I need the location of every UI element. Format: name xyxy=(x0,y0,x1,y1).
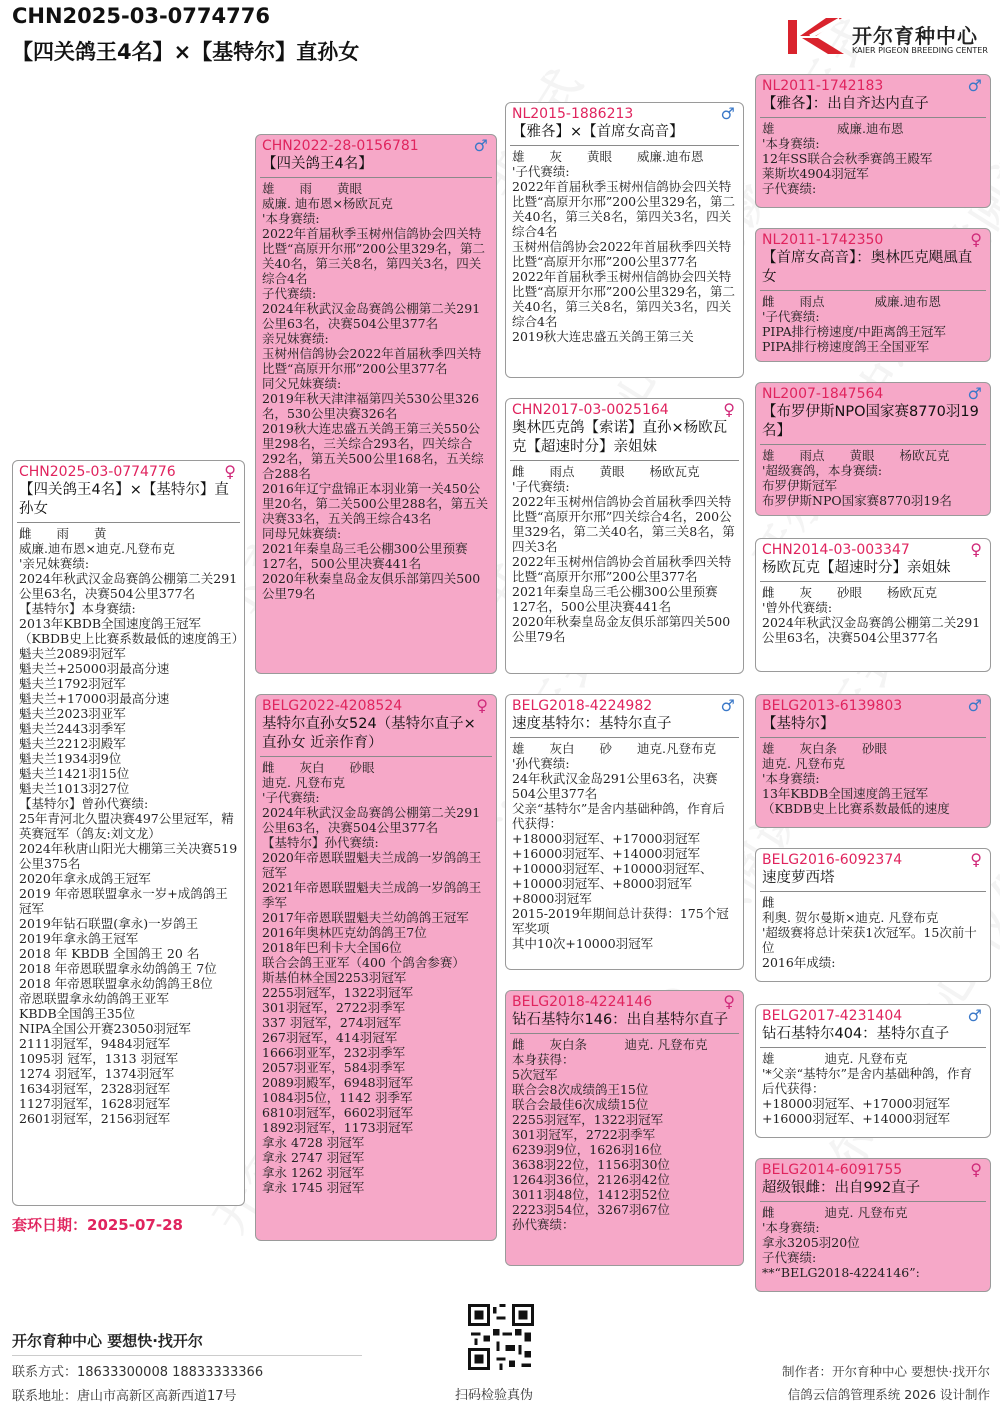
record-line: 2021年秦皇岛三毛公棚300公里预赛127名，500公里决赛441名 xyxy=(512,584,718,614)
record-line: 5次冠军 xyxy=(512,1067,558,1082)
female-icon: ♀ xyxy=(970,230,982,249)
record-line: 13年KBDB全国速度鸽王冠军 xyxy=(762,786,929,801)
record-line: 本身获得： xyxy=(512,1052,575,1067)
card-sds[interactable] xyxy=(755,382,991,516)
record-line: +8000羽冠军 xyxy=(512,891,592,906)
pigeon-name: 【四关鸽王4名】 xyxy=(262,156,373,172)
card-sire-dam[interactable] xyxy=(505,398,744,674)
record-line: 2019年秋天津津福第四关530公里326名，530公里决赛326名 xyxy=(262,391,480,421)
record-line: PIPA排行榜速度/中距离鸽王冠军 xyxy=(762,324,946,339)
card-body xyxy=(506,738,743,954)
record-line: 【基特尔】曾孙代赛绩: xyxy=(19,796,149,811)
card-body xyxy=(756,445,990,511)
card-header xyxy=(756,1159,990,1201)
footer-divider xyxy=(12,1355,362,1356)
ring-number: NL2015-1886213 xyxy=(512,106,634,122)
record-line: 301羽冠军，2722羽季军 xyxy=(512,1127,656,1142)
ring-number: BELG2017-4231404 xyxy=(762,1008,903,1024)
record-line: '*父亲“基特尔”是舍内基础种鸽，作育后代获得： xyxy=(762,1066,972,1096)
pigeon-name: 【雅各】：出自齐达内直子 xyxy=(762,96,929,112)
ring-number: CHN2014-03-003347 xyxy=(762,542,910,558)
record-line: 魁夫兰2023羽亚军 xyxy=(19,706,126,721)
record-line: 雄 迪克. 凡登布克 xyxy=(762,1051,908,1066)
record-line: 雄 灰白 砂 迪克.凡登布克 xyxy=(512,741,716,756)
record-line: 2020年秋秦皇岛金友俱乐部第四关500公里79名 xyxy=(512,614,731,644)
card-dam-dam[interactable] xyxy=(505,990,744,1266)
record-line: 2020年帝恩联盟魁夫兰成鸽一岁鸽鸽王冠军 xyxy=(262,850,482,880)
record-line: 拿永 4728 羽冠军 xyxy=(262,1135,365,1150)
record-line: 1892羽冠军，1173羽冠军 xyxy=(262,1120,414,1135)
brand-logo-icon xyxy=(788,14,848,56)
card-body xyxy=(756,738,990,819)
pigeon-name: 钻石基特尔146：出自基特尔直子 xyxy=(512,1012,729,1028)
record-line: 玉树州信鸽协会2022年首届秋季四关特比暨“高原开尔邢”200公里377名 xyxy=(262,346,482,376)
record-line: 6810羽冠军，6602羽冠军 xyxy=(262,1105,414,1120)
male-icon: ♂ xyxy=(967,696,982,715)
record-line: 威廉.迪布恩×迪克.凡登布克 xyxy=(19,541,175,556)
record-line: 同母兄妹赛绩: xyxy=(262,526,342,541)
record-line: 同父兄妹赛绩: xyxy=(262,376,342,391)
record-line: NIPA全国公开赛23050羽冠军 xyxy=(19,1021,191,1036)
pigeon-name: 【布罗伊斯NPO国家赛8770羽19名】 xyxy=(762,404,979,439)
ring-number: BELG2022-4208524 xyxy=(262,698,403,714)
record-line: 联合会8次成绩鸽王15位 xyxy=(512,1082,649,1097)
record-line: '孙代赛绩: xyxy=(512,756,570,771)
record-line: 2019秋大连忠盛五关鸽王第三关 xyxy=(512,329,694,344)
card-header xyxy=(756,75,990,117)
record-line: 魁夫兰1934羽9位 xyxy=(19,751,122,766)
card-header xyxy=(13,461,244,522)
female-icon: ♀ xyxy=(970,850,982,869)
male-icon: ♂ xyxy=(720,104,735,123)
card-header xyxy=(756,695,990,737)
card-dam-sire[interactable] xyxy=(505,694,744,970)
record-line: 雌 雨 黄 xyxy=(19,526,107,541)
record-line: 2019秋大连忠盛五关鸽王第三关550公里298名，三关综合293名，四关综合292名，第五关500公里168名，五关综合288名 xyxy=(262,421,484,481)
record-line: '曾外代赛绩: xyxy=(762,600,833,615)
record-line: 2016年辽宁盘锦正本羽业第一关450公里20名，第二关500公里288名，第五关决赛33名，五关鸽王综合43名 xyxy=(262,481,489,526)
female-icon: ♀ xyxy=(723,992,735,1011)
record-line: 2223羽54位，3267羽67位 xyxy=(512,1202,670,1217)
record-line: '本身赛绩: xyxy=(762,771,820,786)
record-line: 6239羽9位，1626羽16位 xyxy=(512,1142,662,1157)
page-ring-id: CHN2025-03-0774776 xyxy=(12,4,270,28)
record-line: KBDB全国鸽王35位 xyxy=(19,1006,136,1021)
ring-number: BELG2018-4224146 xyxy=(512,994,653,1010)
record-line: 2022年首届秋季玉树州信鸽协会四关特比暨“高原开尔邢”200公里329名，第二关40名，第三关8名，第四关3名，四关综合4名 xyxy=(512,269,735,329)
card-header xyxy=(256,695,496,756)
brand-name: 开尔育种中心 xyxy=(852,24,978,48)
female-icon: ♀ xyxy=(723,400,735,419)
record-line: 2016年奥林匹克幼鸽鸽王7位 xyxy=(262,925,427,940)
ring-number: BELG2014-6091755 xyxy=(762,1162,903,1178)
record-line: 1634羽冠军，2328羽冠军 xyxy=(19,1081,171,1096)
record-line: 2601羽冠军，2156羽冠军 xyxy=(19,1111,171,1126)
record-line: 2111羽冠军，9484羽冠军 xyxy=(19,1036,171,1051)
record-line: '超级赛鸽，本身赛绩: xyxy=(762,463,883,478)
card-header xyxy=(756,383,990,444)
record-line: '子代赛绩: xyxy=(512,479,570,494)
record-line: **“BELG2018-4224146”: xyxy=(762,1265,920,1280)
record-line: 【基特尔】孙代赛绩: xyxy=(262,835,379,850)
record-line: 2022年玉树州信鸽协会首届秋季四关特比暨“高原开尔邢”200公里377名 xyxy=(512,554,732,584)
record-line: 3638羽22位，1156羽30位 xyxy=(512,1157,670,1172)
record-line: 2018年巴利卡大全国6位 xyxy=(262,940,402,955)
record-line: 雄 威廉.迪布恩 xyxy=(762,121,904,136)
qr-caption: 扫码检验真伪 xyxy=(455,1388,534,1403)
record-line: 2022年首届秋季玉树州信鸽协会四关特比暨“高原开尔邢”200公里329名，第二关40名，第三关8名，第四关3名，四关综合4名 xyxy=(262,226,485,286)
record-line: 魁夫兰2443羽季军 xyxy=(19,721,126,736)
card-header xyxy=(756,1005,990,1047)
record-line: （KBDB史上比赛系数最低的速度 xyxy=(762,801,950,816)
page-title: 【四关鸽王4名】×【基特尔】直孙女 xyxy=(12,40,360,64)
ring-number: CHN2025-03-0774776 xyxy=(19,464,176,480)
record-line: 拿永3205羽20位 xyxy=(762,1235,860,1250)
pigeon-name: 杨欧瓦克【超速时分】亲姐妹 xyxy=(762,560,951,576)
record-line: 雌 灰 砂眼 杨欧瓦克 xyxy=(762,585,938,600)
ring-number: BELG2018-4224982 xyxy=(512,698,653,714)
pigeon-name: 基特尔直孙女524（基特尔直子×直孙女 近亲作育） xyxy=(262,716,476,751)
record-line: 魁夫兰1792羽冠军 xyxy=(19,676,126,691)
pigeon-name: 钻石基特尔404：基特尔直子 xyxy=(762,1026,950,1042)
record-line: +18000羽冠军、+17000羽冠军 xyxy=(762,1096,950,1111)
pigeon-name: 速度基特尔：基特尔直子 xyxy=(512,716,672,732)
record-line: 雌 雨点 威廉.迪布恩 xyxy=(762,294,941,309)
ring-number: NL2011-1742350 xyxy=(762,232,884,248)
record-line: 2018 年 KBDB 全国鸽王 20 名 xyxy=(19,946,200,961)
record-line: 雄 雨点 黄眼 杨欧瓦克 xyxy=(762,448,950,463)
record-line: 布罗伊斯冠军 xyxy=(762,478,838,493)
record-line: 2020年拿永成鸽王冠军 xyxy=(19,871,151,886)
pigeon-name: 奥林匹克鸽【索诺】直孙×杨欧瓦克【超速时分】亲姐妹 xyxy=(512,420,728,455)
card-body xyxy=(256,178,496,604)
ring-number: NL2007-1847564 xyxy=(762,386,884,402)
card-dam[interactable] xyxy=(255,694,497,1241)
card-subject[interactable] xyxy=(12,460,245,1206)
card-body xyxy=(256,757,496,1198)
record-line: 雄 雨 黄眼 xyxy=(262,181,363,196)
brand-name-en: KAIER PIGEON BREEDING CENTER xyxy=(852,46,988,55)
record-line: 子代赛绩: xyxy=(762,1250,817,1265)
record-line: 雌 xyxy=(762,895,775,910)
record-line: 2021年帝恩联盟魁夫兰成鸽一岁鸽鸽王季军 xyxy=(262,880,482,910)
record-line: 2018 年帝恩联盟拿永幼鸽鸽王 7位 xyxy=(19,961,217,976)
record-line: 斯基伯林全国2253羽冠军 xyxy=(262,970,407,985)
record-line: 利奥. 贺尔曼斯×迪克. 凡登布克 xyxy=(762,910,939,925)
record-line: 2255羽冠军，1322羽冠军 xyxy=(512,1112,664,1127)
record-line: +18000羽冠军、+17000羽冠军 xyxy=(512,831,700,846)
card-body xyxy=(13,523,244,1129)
record-line: '子代赛绩: xyxy=(262,790,320,805)
record-line: 2024年秋武汉金岛赛鸽公棚第二关291公里63名，决赛504公里377名 xyxy=(762,615,981,645)
record-line: 25年青河北久盟决赛497公里冠军，精英赛冠军（鸽友:刘文龙） xyxy=(19,811,234,841)
record-line: 2018 年帝恩联盟拿永幼鸽鸽王8位 xyxy=(19,976,213,991)
card-body xyxy=(756,1048,990,1129)
card-body xyxy=(506,461,743,647)
card-body xyxy=(756,291,990,357)
ring-number: CHN2017-03-0025164 xyxy=(512,402,669,418)
female-icon: ♀ xyxy=(224,462,236,481)
pigeon-name: 【雅各】×【首席女高音】 xyxy=(512,124,684,140)
card-body xyxy=(756,118,990,199)
record-line: 魁夫兰2212羽殿军 xyxy=(19,736,126,751)
record-line: 亲兄妹赛绩: xyxy=(262,331,329,346)
record-line: 2022年首届秋季玉树州信鸽协会四关特比暨“高原开尔邢”200公里329名，第二关40名，第三关8名，第四关3名，四关综合4名 xyxy=(512,179,735,239)
male-icon: ♂ xyxy=(967,76,982,95)
card-header xyxy=(506,103,743,145)
record-line: 子代赛绩: xyxy=(762,181,817,196)
record-line: '超级赛将总计荣获1次冠军。15次前十位 xyxy=(762,925,977,955)
ring-number: BELG2016-6092374 xyxy=(762,852,903,868)
ring-date: 套环日期：2025-07-28 xyxy=(12,1216,183,1234)
record-line: +10000羽冠军、+10000羽冠军、 xyxy=(512,861,713,876)
record-line: 12年SS联合会秋季赛鸽王殿军 xyxy=(762,151,933,166)
card-header xyxy=(506,399,743,460)
record-line: 【基特尔】本身赛绩: xyxy=(19,601,136,616)
pigeon-name: 【首席女高音】：奥林匹克飓風直女 xyxy=(762,250,973,285)
female-icon: ♀ xyxy=(970,540,982,559)
record-line: 1666羽亚军，232羽季军 xyxy=(262,1045,406,1060)
record-line: '本身赛绩: xyxy=(262,211,320,226)
record-line: 2024年秋武汉金岛赛鸽公棚第二关291公里63名，决赛504公里377名 xyxy=(19,571,238,601)
record-line: 2024年秋武汉金岛赛鸽公棚第二关291公里63名，决赛504公里377名 xyxy=(262,301,481,331)
footer-contact: 联系方式：18633300008 18833333366 xyxy=(12,1365,264,1380)
record-line: 2020年秋秦皇岛金友俱乐部第四关500公里79名 xyxy=(262,571,481,601)
card-dss[interactable] xyxy=(755,694,991,828)
card-ssd[interactable] xyxy=(755,228,991,362)
record-line: 337 羽冠军，274羽冠军 xyxy=(262,1015,402,1030)
record-line: 2019年钻石联盟(拿永)一岁鸽王 xyxy=(19,916,199,931)
card-dds[interactable] xyxy=(755,1004,991,1138)
record-line: 2024年秋唐山阳光大棚第三关决赛519公里375名 xyxy=(19,841,238,871)
record-line: 父亲“基特尔”是舍内基础种鸽，作育后代获得： xyxy=(512,801,725,831)
record-line: 2016年成绩: xyxy=(762,955,836,970)
qr-code-icon[interactable] xyxy=(468,1304,534,1370)
record-line: 莱斯坎4904羽冠军 xyxy=(762,166,869,181)
card-sire[interactable] xyxy=(255,134,497,674)
record-line: 玉树州信鸽协会2022年首届秋季四关特比暨“高原开尔邢”200公里377名 xyxy=(512,239,732,269)
record-line: 3011羽48位，1412羽52位 xyxy=(512,1187,670,1202)
record-line: '子代赛绩: xyxy=(762,309,820,324)
footer-system: 信鸽云信鸽管理系统 2026 设计制作 xyxy=(787,1387,990,1402)
record-line: 2089羽殿军，6948羽冠军 xyxy=(262,1075,414,1090)
card-header xyxy=(506,991,743,1033)
record-line: 1274 羽冠军，1374羽冠军 xyxy=(19,1066,175,1081)
record-line: 1095羽 冠军，1313 羽冠军 xyxy=(19,1051,179,1066)
record-line: 威廉. 迪布恩×杨欧瓦克 xyxy=(262,196,393,211)
ring-number: CHN2022-28-0156781 xyxy=(262,138,419,154)
card-ddd[interactable] xyxy=(755,1158,991,1292)
record-line: '本身赛绩: xyxy=(762,1220,820,1235)
record-line: 301羽冠军，2722羽季军 xyxy=(262,1000,406,1015)
record-line: 雌 雨点 黄眼 杨欧瓦克 xyxy=(512,464,700,479)
male-icon: ♂ xyxy=(720,696,735,715)
record-line: 雄 灰白条 砂眼 xyxy=(762,741,888,756)
record-line: 2013年KBDB全国速度鸽王冠军（KBDB史上比赛系数最低的速度鸽王） xyxy=(19,616,245,646)
record-line: +10000羽冠军、+8000羽冠军 xyxy=(512,876,693,891)
female-icon: ♀ xyxy=(476,696,488,715)
card-body xyxy=(756,582,990,648)
record-line: '子代赛绩: xyxy=(512,164,570,179)
record-line: 2019年拿永鸽王冠军 xyxy=(19,931,139,946)
male-icon: ♂ xyxy=(967,384,982,403)
footer-brand: 开尔育种中心 要想快·找开尔 xyxy=(12,1332,203,1350)
record-line: 魁夫兰1013羽27位 xyxy=(19,781,130,796)
card-dsd[interactable] xyxy=(755,848,991,982)
record-line: 2057羽亚军，584羽季军 xyxy=(262,1060,406,1075)
record-line: 迪克. 凡登布克 xyxy=(262,775,345,790)
record-line: 2021年秦皇岛三毛公棚300公里预赛127名，500公里决赛441名 xyxy=(262,541,468,571)
record-line: 24年秋武汉金岛291公里63名，决赛504公里377名 xyxy=(512,771,718,801)
record-line: 2015-2019年期间总计获得：175个冠军奖项 xyxy=(512,906,729,936)
record-line: 雌 灰白条 迪克. 凡登布克 xyxy=(512,1037,708,1052)
footer-address: 联系地址：唐山市高新区高新西道17号 xyxy=(12,1389,237,1404)
record-line: 1264羽36位，2126羽42位 xyxy=(512,1172,670,1187)
record-line: 2255羽冠军，1322羽冠军 xyxy=(262,985,414,1000)
record-line: 魁夫兰+25000羽最高分速 xyxy=(19,661,170,676)
footer-maker: 制作者：开尔育种中心 要想快·找开尔 xyxy=(782,1364,990,1379)
pigeon-name: 【基特尔】 xyxy=(762,716,835,732)
record-line: 帝恩联盟拿永幼鸽鸽王亚军 xyxy=(19,991,170,1006)
pigeon-name: 速度萝西塔 xyxy=(762,870,835,886)
record-line: 2019 年帝恩联盟拿永一岁+成鸽鸽王冠军 xyxy=(19,886,228,916)
card-header xyxy=(256,135,496,177)
ring-number: NL2011-1742183 xyxy=(762,78,884,94)
pigeon-name: 超级银雌：出自992直子 xyxy=(762,1180,921,1196)
female-icon: ♀ xyxy=(970,1160,982,1179)
record-line: 迪克. 凡登布克 xyxy=(762,756,845,771)
record-line: 1127羽冠军，1628羽冠军 xyxy=(19,1096,171,1111)
record-line: 联合会鸽王亚军（400 个鸽舍参赛） xyxy=(262,955,465,970)
record-line: 267羽冠军，414羽冠军 xyxy=(262,1030,398,1045)
card-body xyxy=(756,892,990,973)
card-header xyxy=(506,695,743,737)
male-icon: ♂ xyxy=(473,136,488,155)
pigeon-name: 【四关鸽王4名】×【基特尔】直孙女 xyxy=(19,482,229,517)
record-line: '本身赛绩: xyxy=(762,136,820,151)
record-line: +16000羽冠军、+14000羽冠军 xyxy=(512,846,700,861)
card-sss[interactable] xyxy=(755,74,991,208)
brand-logo xyxy=(788,14,988,60)
record-line: 联合会最佳6次成绩15位 xyxy=(512,1097,649,1112)
card-header xyxy=(756,229,990,290)
record-line: 其中10次+10000羽冠军 xyxy=(512,936,654,951)
record-line: 拿永 1745 羽冠军 xyxy=(262,1180,365,1195)
record-line: '亲兄妹赛绩: xyxy=(19,556,90,571)
record-line: +16000羽冠军、+14000羽冠军 xyxy=(762,1111,950,1126)
card-sire-sire[interactable] xyxy=(505,102,744,378)
record-line: 孙代赛绩： xyxy=(512,1217,575,1232)
card-sdd[interactable] xyxy=(755,538,991,672)
ring-number: BELG2013-6139803 xyxy=(762,698,903,714)
record-line: 拿永 1262 羽冠军 xyxy=(262,1165,365,1180)
card-body xyxy=(506,1034,743,1235)
record-line: 2024年秋武汉金岛赛鸽公棚第二关291公里63名，决赛504公里377名 xyxy=(262,805,481,835)
record-line: 子代赛绩: xyxy=(262,286,317,301)
record-line: 魁夫兰1421羽15位 xyxy=(19,766,130,781)
record-line: 魁夫兰2089羽冠军 xyxy=(19,646,126,661)
record-line: 雌 迪克. 凡登布克 xyxy=(762,1205,908,1220)
record-line: 1084羽5位，1142 羽季军 xyxy=(262,1090,413,1105)
male-icon: ♂ xyxy=(967,1006,982,1025)
record-line: 雌 灰白 砂眼 xyxy=(262,760,375,775)
card-body xyxy=(506,146,743,347)
card-header xyxy=(756,539,990,581)
record-line: 2022年玉树州信鸽协会首届秋季四关特比暨“高原开尔邢”四关综合4名，200公里329名，第二关40名，第三关8名，第四关3名 xyxy=(512,494,735,554)
card-header xyxy=(756,849,990,891)
record-line: PIPA排行榜速度鸽王全国亚军 xyxy=(762,339,930,354)
card-body xyxy=(756,1202,990,1283)
record-line: 拿永 2747 羽冠军 xyxy=(262,1150,365,1165)
record-line: 魁夫兰+17000羽最高分速 xyxy=(19,691,170,706)
record-line: 2017年帝恩联盟魁夫兰幼鸽鸽王冠军 xyxy=(262,910,469,925)
record-line: 雄 灰 黄眼 威廉.迪布恩 xyxy=(512,149,704,164)
record-line: 布罗伊斯NPO国家赛8770羽19名 xyxy=(762,493,952,508)
